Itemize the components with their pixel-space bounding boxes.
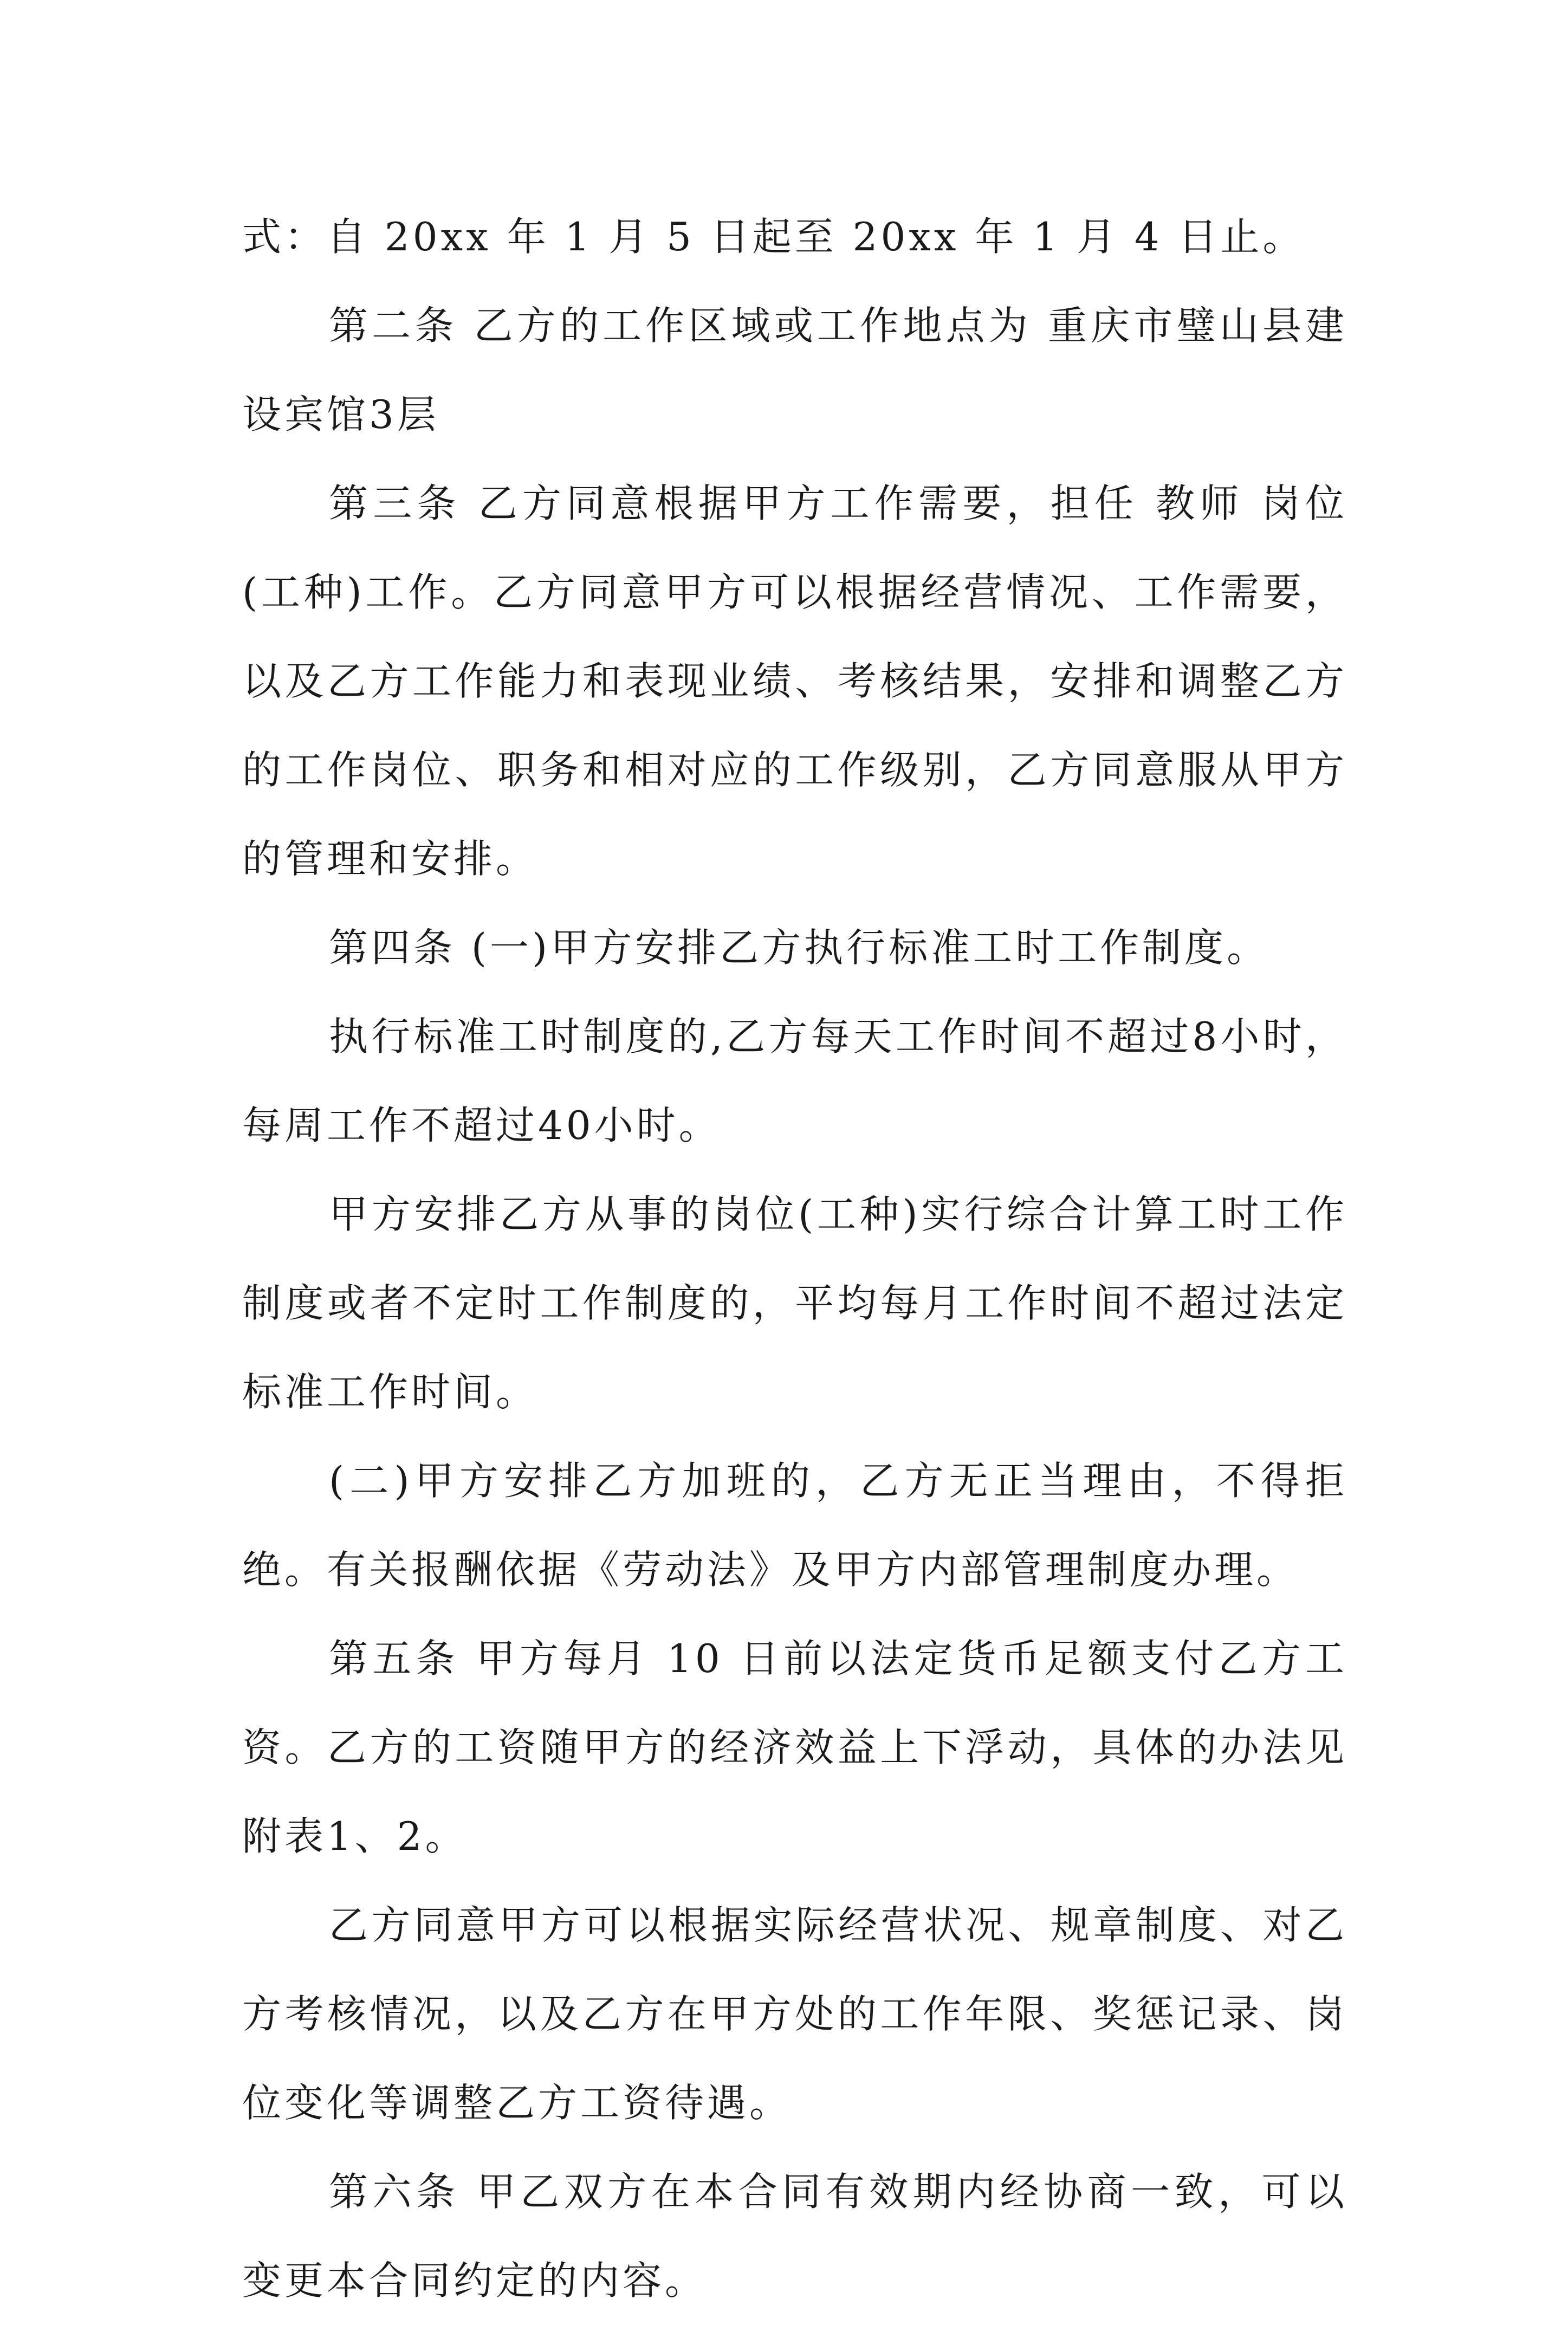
paragraph-overtime: (二)甲方安排乙方加班的，乙方无正当理由，不得拒绝。有关报酬依据《劳动法》及甲方内部管理制度办理。: [242, 1458, 1347, 1592]
paragraph-salary-adjustment: 乙方同意甲方可以根据实际经营状况、规章制度、对乙方考核情况，以及乙方在甲方处的工作年限、奖惩记录、岗位变化等调整乙方工资待遇。: [242, 1902, 1347, 2126]
paragraph-article-5: 第五条 甲方每月 10 日前以法定货币足额支付乙方工资。乙方的工资随甲方的经济效益上下浮动，具体的办法见附表1、2。: [242, 1636, 1347, 1859]
paragraph-comprehensive-hours: 甲方安排乙方从事的岗位(工种)实行综合计算工时工作制度或者不定时工作制度的，平均每月工作时间不超过法定标准工作时间。: [242, 1191, 1347, 1415]
paragraph-term-end: 式：自 20xx 年 1 月 5 日起至 20xx 年 1 月 4 日止。: [242, 214, 1305, 260]
paragraph-article-4: 第四条 (一)甲方安排乙方执行标准工时工作制度。: [329, 925, 1269, 970]
paragraph-standard-hours: 执行标准工时制度的,乙方每天工作时间不超过8小时，每周工作不超过40小时。: [242, 1014, 1347, 1148]
paragraph-article-2: 第二条 乙方的工作区域或工作地点为 重庆市璧山县建设宾馆3层: [242, 303, 1347, 437]
paragraph-article-6: 第六条 甲乙双方在本合同有效期内经协商一致，可以变更本合同约定的内容。: [242, 2169, 1347, 2303]
paragraph-article-3: 第三条 乙方同意根据甲方工作需要，担任 教师 岗位(工种)工作。乙方同意甲方可以根据经营情况、工作需要，以及乙方工作能力和表现业绩、考核结果，安排和调整乙方的工作岗位、职务和相对应的工作级别，乙方同意服从甲方的管理和安排。: [242, 481, 1347, 882]
document-body: [242, 192, 1347, 2325]
